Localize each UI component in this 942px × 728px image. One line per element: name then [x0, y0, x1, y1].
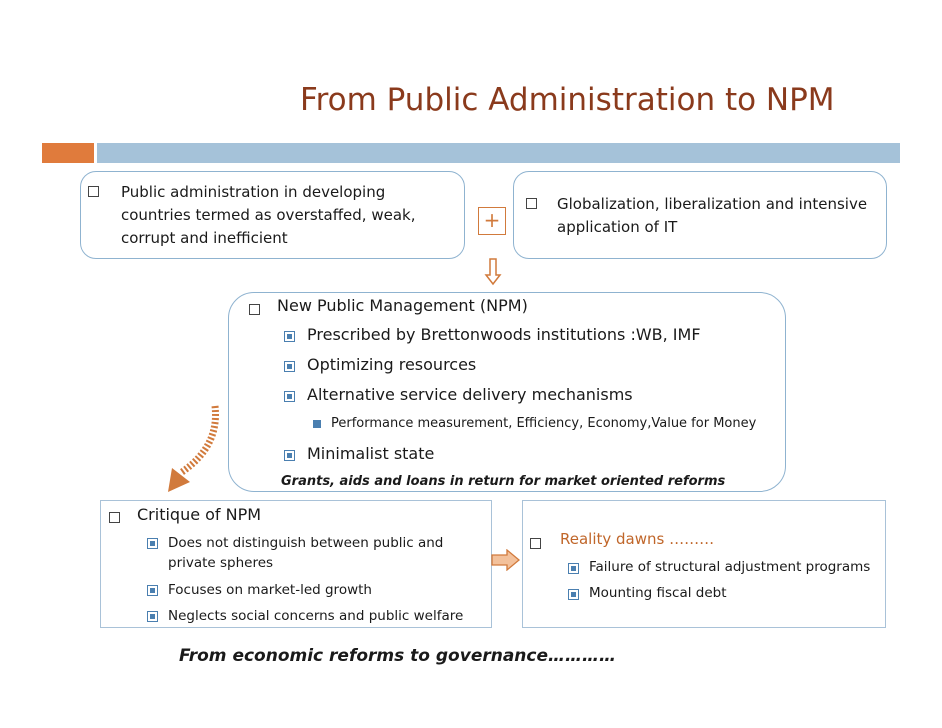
- critique-bullet-icon: [147, 538, 158, 549]
- checkbox-bullet-icon: [109, 512, 120, 523]
- npm-item-4: Minimalist state: [307, 444, 435, 463]
- npm-item-1: Prescribed by Brettonwoods institutions :WB, IMF: [307, 325, 701, 344]
- npm-bullet-icon: [284, 450, 295, 461]
- globalization-line-1: Globalization, liberalization and intensive: [557, 195, 868, 213]
- header-bar-orange: [42, 143, 94, 163]
- npm-subitem: Performance measurement, Efficiency, Economy,Value for Money: [331, 416, 757, 431]
- reality-item-2: Mounting fiscal debt: [589, 585, 727, 601]
- critique-item-2: Focuses on market-led growth: [168, 582, 372, 598]
- reality-bullet-icon: [568, 589, 579, 600]
- npm-bullet-icon: [284, 331, 295, 342]
- critique-item-1a: Does not distinguish between public and: [168, 535, 444, 551]
- reality-heading: Reality dawns ………: [560, 530, 715, 548]
- checkbox-bullet-icon: [526, 198, 537, 209]
- npm-item-2: Optimizing resources: [307, 355, 477, 374]
- reality-bullet-icon: [568, 563, 579, 574]
- globalization-box: [513, 171, 887, 259]
- slide-title: From Public Administration to NPM: [300, 82, 835, 118]
- down-arrow-icon: [484, 258, 502, 286]
- header-bar-blue: [97, 143, 900, 163]
- critique-item-1b: private spheres: [168, 555, 274, 571]
- public-admin-line-3: corrupt and inefficient: [121, 229, 288, 247]
- npm-heading: New Public Management (NPM): [277, 296, 528, 315]
- public-admin-line-2: countries termed as overstaffed, weak,: [121, 206, 416, 224]
- public-admin-line-1: Public administration in developing: [121, 183, 386, 201]
- bottom-conclusion: From economic reforms to governance…………: [179, 646, 617, 666]
- right-arrow-icon: [491, 549, 521, 571]
- critique-bullet-icon: [147, 611, 158, 622]
- npm-bullet-icon: [284, 361, 295, 372]
- npm-footer: Grants, aids and loans in return for market oriented reforms: [281, 474, 726, 489]
- reality-item-1: Failure of structural adjustment programs: [589, 559, 871, 575]
- npm-bullet-icon: [284, 391, 295, 402]
- plus-icon: +: [478, 207, 506, 235]
- npm-sub-bullet-icon: [313, 420, 321, 428]
- curved-arrow-icon: [160, 402, 225, 497]
- checkbox-bullet-icon: [88, 186, 99, 197]
- checkbox-bullet-icon: [249, 304, 260, 315]
- npm-item-3: Alternative service delivery mechanisms: [307, 385, 633, 404]
- critique-heading: Critique of NPM: [137, 505, 262, 524]
- globalization-line-2: application of IT: [557, 218, 678, 236]
- checkbox-bullet-icon: [530, 538, 541, 549]
- critique-bullet-icon: [147, 585, 158, 596]
- critique-item-3: Neglects social concerns and public welfare: [168, 608, 464, 624]
